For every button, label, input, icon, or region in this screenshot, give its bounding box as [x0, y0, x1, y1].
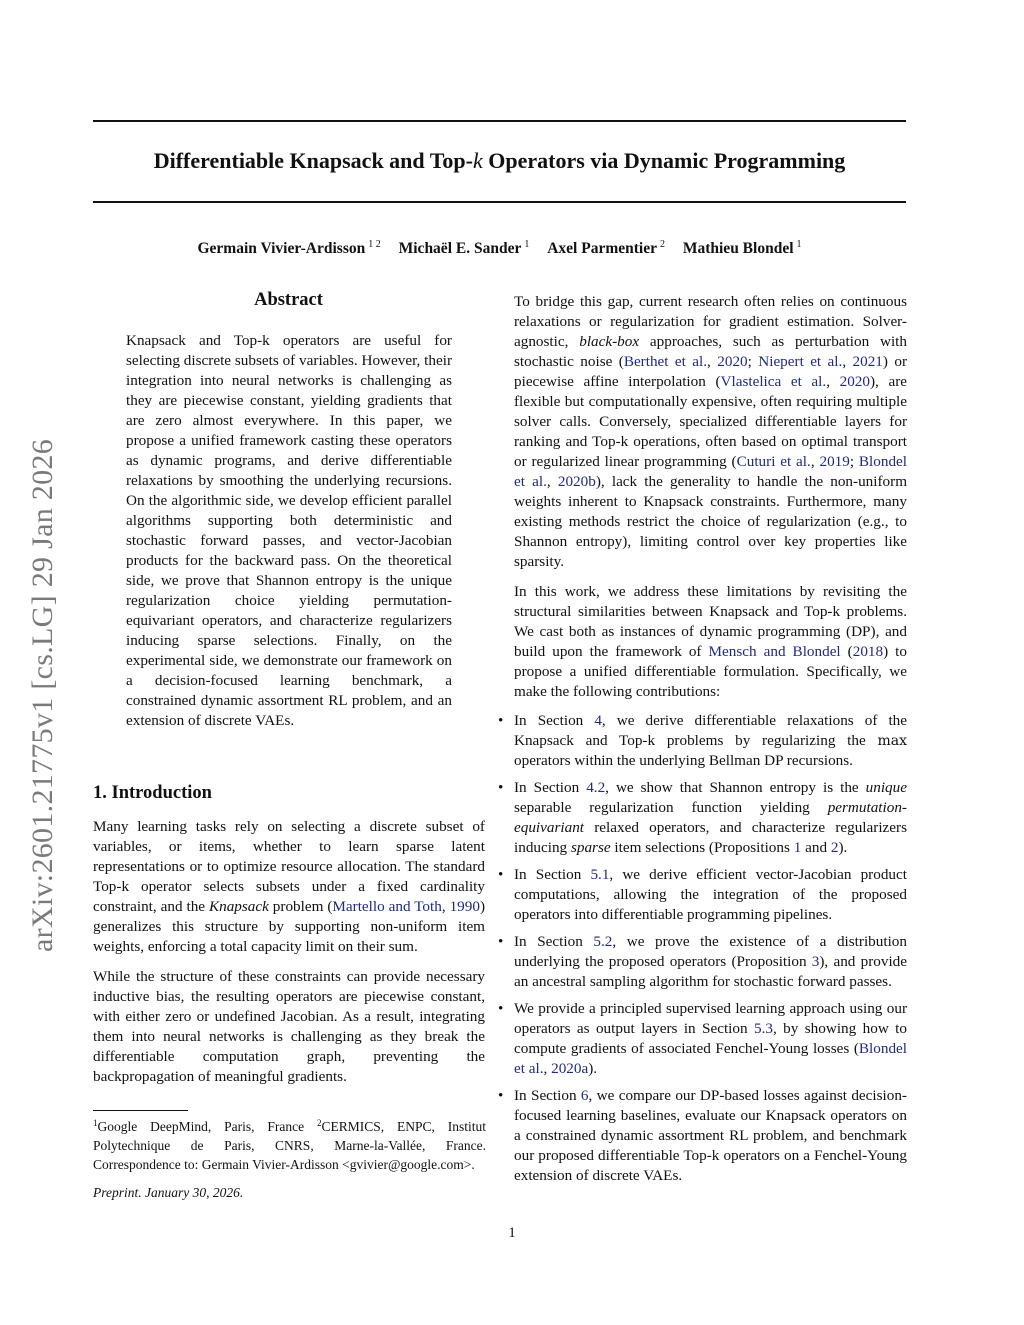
- citation-year-link[interactable]: 2020a: [551, 1060, 589, 1077]
- author-name: Michaël E. Sander: [398, 240, 522, 257]
- text-run: ), are flexible but computationally expensive, often requiring multiple solver calls. Conversely, specialized differentiable layers for ranking and Top-k operations, often based on optimal transport or regularized linear programming (: [514, 373, 907, 470]
- text-run: ).: [838, 839, 848, 856]
- intro-paragraph-2: While the structure of these constraints can provide necessary inductive bias, the resulting operators are piecewise constant, with either zero or undefined Jacobian. As a result, integrating them into neural networks is challenging as they break the differentiable computation graph, preventing the backpropagation of meaningful gradients.: [93, 968, 485, 1085]
- list-item: [496, 1086, 907, 1186]
- text-run: operators within the underlying Bellman DP recursions.: [514, 752, 853, 769]
- citation-year-link[interactable]: 2020: [717, 353, 748, 370]
- text-run: ;: [747, 353, 759, 370]
- text-run: ,: [810, 453, 820, 470]
- text-run: CERMICS, ENPC, Institut Polytechnique de Paris, CNRS, Marne-la-Vallée, France. Correspondence to: Germain Vivier-Ardisson <gvivier@google.com>.: [93, 1119, 486, 1172]
- right-paragraph-2: [514, 582, 907, 702]
- text-run: , by showing how to compute gradients of associated Fenchel-Young losses (: [514, 1020, 907, 1057]
- arxiv-identifier: arXiv:2601.21775v1 [cs.LG] 29 Jan 2026: [26, 439, 59, 952]
- text-run: We provide a principled supervised learning approach using our operators as output layers in Section: [514, 1000, 907, 1037]
- author-name: Germain Vivier-Ardisson: [197, 240, 366, 257]
- footnote-marker: 1: [93, 1118, 98, 1128]
- author: [547, 240, 665, 257]
- citation-year-link[interactable]: 2020: [839, 373, 870, 390]
- emphasis-text: Knapsack: [208, 898, 269, 915]
- title-k-variable: k: [472, 148, 483, 173]
- author: [683, 240, 802, 257]
- text-run: and: [801, 839, 831, 856]
- emphasis-text: permutation-equivariant: [514, 799, 907, 836]
- text-run: ,: [543, 1060, 552, 1077]
- citation-year-link[interactable]: 1990: [449, 898, 480, 915]
- abstract-text: Knapsack and Top-k operators are useful for selecting discrete subsets of variables. However, their integration into neural networks is challenging as they are piecewise constant, yielding gradients that are zero almost everywhere. In this paper, we propose a unified framework casting these operators as dynamic programs, and derive differentiable relaxations by smoothing the underlying recursions. On the algorithmic side, we develop efficient parallel algorithms supporting both deterministic and stochastic forward passes, and vector-Jacobian products for the backward pass. On the theoretical side, we prove that Shannon entropy is the unique regularization choice yielding permutation-equivariant operators, and characterize regularizers inducing sparse selections. Finally, on the experimental side, we demonstrate our framework on a decision-focused learning benchmark, a constrained dynamic assortment RL problem, and an extension of discrete VAEs.: [126, 332, 452, 729]
- text-run: (: [840, 643, 853, 660]
- author-list: [93, 234, 906, 260]
- emphasis-text: sparse: [570, 839, 611, 856]
- text-run: , we prove the existence of a distribution underlying the proposed operators (Proposition: [514, 933, 907, 970]
- list-item: [496, 932, 907, 992]
- section-ref-link[interactable]: 4: [594, 712, 602, 729]
- text-run: ) generalizes this structure by supporting non-uniform item weights, enforcing a total capacity limit on their sum.: [93, 898, 486, 955]
- text-run: separable regularization function yielding: [514, 799, 828, 816]
- citation-year-link[interactable]: 2020b: [557, 473, 596, 490]
- emphasis-text: unique: [865, 779, 907, 796]
- bullet-icon: •: [498, 866, 504, 883]
- emphasis-text: black-box: [579, 333, 640, 350]
- bullet-icon: •: [498, 1000, 504, 1017]
- text-run: ;: [849, 453, 859, 470]
- text-run: In Section: [514, 866, 591, 883]
- section-ref-link[interactable]: 6: [580, 1087, 589, 1104]
- text-run: In Section: [514, 712, 595, 729]
- bullet-icon: •: [498, 1087, 504, 1104]
- text-run: relaxed operators, and characterize regularizers inducing: [514, 819, 907, 856]
- list-item: [496, 865, 907, 925]
- proposition-ref-link[interactable]: 3: [811, 953, 820, 970]
- author: [197, 240, 380, 257]
- section-ref-link[interactable]: 5.1: [590, 866, 610, 883]
- citation-link[interactable]: Martello and Toth: [332, 898, 442, 915]
- title-bottom-rule: [93, 201, 906, 203]
- author-affiliation: 2: [659, 239, 665, 250]
- text-run: ,: [842, 353, 853, 370]
- author: [399, 240, 530, 257]
- preprint-notice: Preprint. January 30, 2026.: [93, 1185, 244, 1200]
- introduction-heading: 1. Introduction: [93, 783, 212, 803]
- list-item: [496, 778, 907, 858]
- title-part-1: Differentiable Knapsack and Top-: [153, 148, 473, 173]
- citation-year-link[interactable]: 2019: [819, 453, 850, 470]
- author-name: Mathieu Blondel: [682, 240, 794, 257]
- footnote-marker: 2: [316, 1118, 322, 1128]
- text-run: Many learning tasks rely on selecting a discrete subset of variables, or items, whether to learn sparse latent representations or to optimize resource allocation. The standard Top-k operator selects subsets under a fixed cardinality constraint, and the: [93, 818, 485, 915]
- text-run: In Section: [514, 1087, 581, 1104]
- title-part-2: Operators via Dynamic Programming: [482, 148, 846, 173]
- citation-link[interactable]: Berthet et al.: [623, 353, 708, 370]
- text-run: ).: [588, 1060, 598, 1077]
- bullet-icon: •: [498, 712, 504, 729]
- text-run: problem (: [268, 898, 333, 915]
- page-number: 1: [508, 1225, 516, 1241]
- citation-link[interactable]: Blondel et al.: [514, 453, 907, 490]
- text-run: ,: [826, 373, 840, 390]
- text-run: ,: [707, 353, 718, 370]
- section-ref-link[interactable]: 4.2: [586, 779, 606, 796]
- title-top-rule: [93, 120, 906, 122]
- math-operator: max: [877, 733, 907, 749]
- citation-link[interactable]: Blondel et al.: [514, 1040, 907, 1077]
- bullet-icon: •: [498, 933, 504, 950]
- text-run: To bridge this gap, current research often relies on continuous relaxations or regularization for gradient estimation. Solver-agnostic,: [514, 293, 907, 350]
- text-run: , we compare our DP-based losses against decision-focused learning baselines, evaluate our Knapsack operators on a constrained dynamic assortment RL problem, and benchmark our proposed differentiable Top-k operators on a Fenchel-Young extension of discrete VAEs.: [514, 1087, 907, 1184]
- text-run: approaches, such as perturbation with stochastic noise (: [514, 333, 907, 370]
- text-run: ), lack the generality to handle the non-uniform weights inherent to Knapsack constraints. Furthermore, many existing methods restrict the choice of regularization (e.g., to Shannon entropy), limiting control over key properties like sparsity.: [514, 473, 908, 570]
- text-run: , we show that Shannon entropy is the: [605, 779, 866, 796]
- bullet-icon: •: [498, 779, 504, 796]
- affiliations-footnote: [93, 1114, 486, 1174]
- text-run: In this work, we address these limitations by revisiting the structural similarities between Knapsack and Top-k problems. We cast both as instances of dynamic programming (DP), and build upon the framework of: [514, 583, 907, 660]
- text-run: In Section: [514, 933, 594, 950]
- text-run: In Section: [514, 779, 587, 796]
- text-run: ) or piecewise affine interpolation (: [514, 353, 907, 390]
- text-run: ), and provide an ancestral sampling algorithm for stochastic forward passes.: [514, 953, 908, 990]
- citation-link[interactable]: Cuturi et al.: [736, 453, 811, 470]
- proposition-ref-link[interactable]: 2: [830, 839, 839, 856]
- list-item: [496, 711, 907, 771]
- citation-year-link[interactable]: 2021: [852, 353, 883, 370]
- author-name: Axel Parmentier: [547, 240, 657, 257]
- text-run: ,: [441, 898, 450, 915]
- paper-title: [93, 146, 906, 176]
- text-run: Google DeepMind, Paris, France: [97, 1119, 317, 1134]
- footnote-rule: [93, 1110, 188, 1111]
- citation-link[interactable]: Vlastelica et al.: [720, 373, 827, 390]
- citation-link[interactable]: Mensch and Blondel: [708, 643, 841, 660]
- intro-paragraph-1: [93, 817, 485, 957]
- abstract-heading: Abstract: [254, 290, 323, 310]
- text-run: , we derive differentiable relaxations of the Knapsack and Top-k problems by regularizing the: [514, 712, 907, 749]
- right-paragraph-1: [514, 292, 907, 572]
- section-ref-link[interactable]: 5.3: [754, 1020, 773, 1037]
- text-run: ) to propose a unified differentiable formulation. Specifically, we make the following contributions:: [514, 643, 907, 700]
- citation-link[interactable]: Niepert et al.: [758, 353, 843, 370]
- author-affiliation: 1: [796, 239, 802, 250]
- contributions-list: [496, 711, 907, 1193]
- list-item: [496, 999, 907, 1079]
- section-ref-link[interactable]: 5.2: [593, 933, 613, 950]
- author-affiliation: 1 2: [368, 239, 381, 250]
- text-run: , we derive efficient vector-Jacobian product computations, allowing the integration of the proposed operators into differentiable programming pipelines.: [514, 866, 907, 923]
- proposition-ref-link[interactable]: 1: [793, 839, 802, 856]
- author-affiliation: 1: [524, 239, 530, 250]
- citation-year-link[interactable]: 2018: [852, 643, 884, 660]
- text-run: ,: [546, 473, 558, 490]
- text-run: item selections (Propositions: [610, 839, 794, 856]
